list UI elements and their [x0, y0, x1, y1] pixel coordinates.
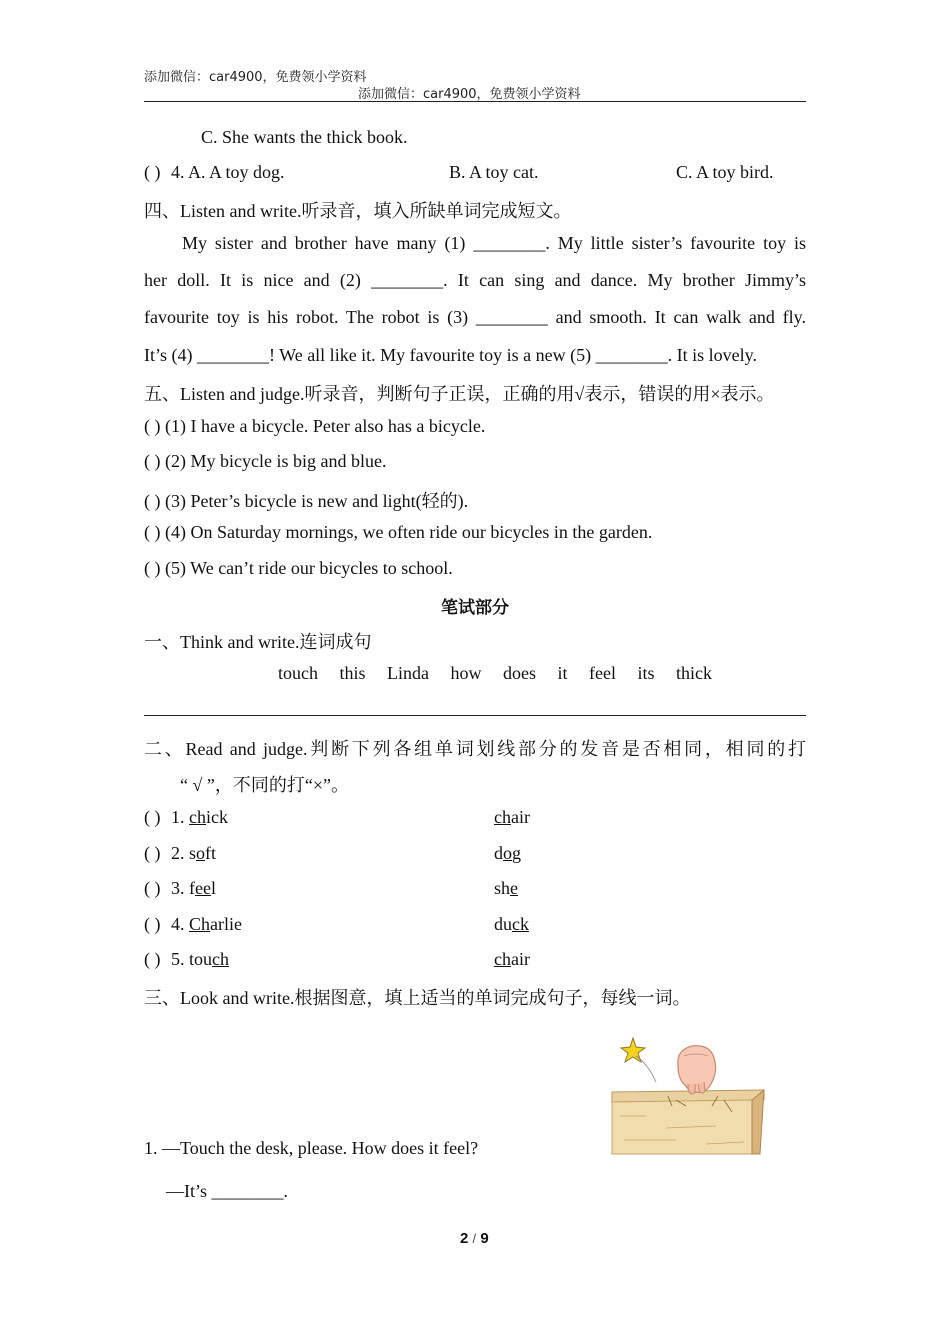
passage-line: favourite toy is his robot. The robot is (3) ________ and smooth. It can walk and fly.: [144, 307, 806, 327]
word-chip: does: [503, 663, 537, 683]
judge-item: ( ) (2) My bicycle is big and blue.: [144, 451, 387, 471]
row-word-2: dog: [494, 843, 521, 863]
row-word-2: she: [494, 878, 519, 898]
header-watermark-1: 添加微信：car4900，免费领小学资料: [144, 70, 367, 85]
row-bracket: ( ): [144, 843, 161, 863]
row-bracket: ( ): [144, 807, 161, 827]
hand-icon: [678, 1046, 716, 1094]
judge-item: ( ) (1) I have a bicycle. Peter also has a bicycle.: [144, 416, 486, 436]
section2-title-cont: “ √ ”，不同的打“×”。: [180, 775, 349, 795]
judge-item: ( ) (5) We can’t ride our bicycles to school.: [144, 558, 453, 578]
page-total: 9: [480, 1230, 489, 1247]
header-rule: [144, 101, 806, 102]
row-word-1: 5. touch: [171, 949, 230, 969]
word-bank: [278, 663, 712, 684]
page-current: 2: [460, 1230, 469, 1247]
desk-icon: [612, 1090, 764, 1154]
row-word-1: 2. soft: [171, 843, 217, 863]
section4-title: 四、Listen and write.听录音，填入所缺单词完成短文。: [144, 201, 572, 221]
word-chip: its: [637, 663, 655, 683]
passage-line: It’s (4) ________! We all like it. My favourite toy is a new (5) ________. It is lovely.: [144, 345, 757, 365]
row-bracket: ( ): [144, 949, 161, 969]
section2-title: 二、Read and judge.判断下列各组单词划线部分的发音是否相同，相同的打: [144, 739, 806, 759]
q4-option-a: 4. A. A toy dog.: [171, 162, 285, 182]
written-part-title: 笔试部分: [441, 598, 509, 618]
desk-touch-illustration: [606, 1036, 772, 1160]
section5-title: 五、Listen and judge.听录音，判断句子正误，正确的用√表示，错误的用×表示。: [144, 384, 775, 404]
section3-question-1: 1. —Touch the desk, please. How does it feel?: [144, 1138, 479, 1158]
row-word-2: duck: [494, 914, 529, 934]
word-chip: how: [450, 663, 482, 683]
word-chip: thick: [676, 663, 713, 683]
row-word-1: 4. Charlie: [171, 914, 242, 934]
q3-option-c: C. She wants the thick book.: [201, 127, 408, 147]
row-word-1: 1. chick: [171, 807, 228, 827]
q4-option-b: B. A toy cat.: [449, 162, 539, 182]
section3-title: 三、Look and write.根据图意，填上适当的单词完成句子，每线一词。: [144, 988, 691, 1008]
row-word-1: 3. feel: [171, 878, 216, 898]
q4-option-c: C. A toy bird.: [676, 162, 774, 182]
word-chip: feel: [589, 663, 617, 683]
passage-line: her doll. It is nice and (2) ________. It can sing and dance. My brother Jimmy’s: [144, 270, 806, 290]
word-chip: touch: [278, 663, 318, 683]
q4-bracket: ( ): [144, 162, 161, 182]
page-separator: /: [472, 1231, 477, 1246]
header-watermark-2: 添加微信：car4900，免费领小学资料: [358, 87, 581, 102]
answer-line[interactable]: [144, 715, 806, 716]
word-chip: Linda: [387, 663, 430, 683]
word-chip: this: [339, 663, 366, 683]
passage-line: My sister and brother have many (1) ________. My little sister’s favourite toy is: [182, 233, 806, 253]
star-icon: [621, 1038, 656, 1082]
row-word-2: chair: [494, 807, 530, 827]
row-bracket: ( ): [144, 878, 161, 898]
row-bracket: ( ): [144, 914, 161, 934]
page-number: [460, 1230, 489, 1247]
judge-item: ( ) (4) On Saturday mornings, we often ride our bicycles in the garden.: [144, 522, 653, 542]
row-word-2: chair: [494, 949, 530, 969]
word-chip: it: [557, 663, 568, 683]
judge-item: ( ) (3) Peter’s bicycle is new and light(轻的).: [144, 491, 469, 511]
section3-answer-1: —It’s ________.: [166, 1181, 289, 1201]
section1-title: 一、Think and write.连词成句: [144, 632, 372, 652]
